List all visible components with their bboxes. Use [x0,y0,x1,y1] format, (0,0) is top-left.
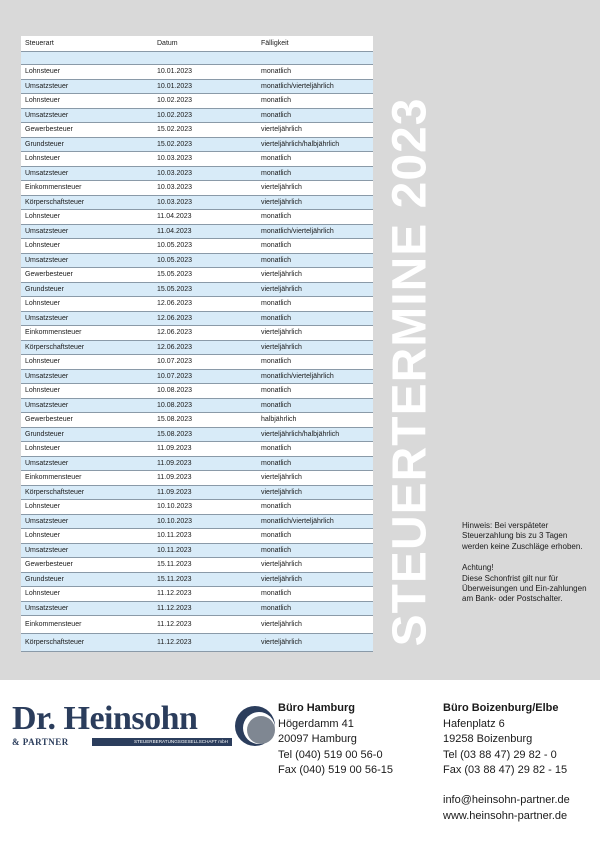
table-row [21,602,373,617]
cell-steuerart: Umsatzsteuer [25,314,69,322]
logo-circle-icon [233,704,277,748]
table-row [21,529,373,544]
table-row [21,123,373,138]
cell-steuerart: Umsatzsteuer [25,604,69,612]
cell-steuerart: Lohnsteuer [25,68,61,76]
cell-faelligkeit: vierteljährlich [261,343,302,351]
cell-datum: 11.12.2023 [157,621,192,628]
cell-datum: 15.05.2023 [157,285,193,293]
cell-faelligkeit: monatlich [261,68,291,76]
table-row [21,65,373,80]
note-hint: Hinweis: Bei verspäteter Steuerzahlung bis zu 3 Tagen werden keine Zuschläge erhoben. [462,521,583,551]
cell-faelligkeit: monatlich/vierteljährlich [261,82,334,90]
table-row [21,109,373,124]
cell-datum: 11.09.2023 [157,459,192,467]
table-row [21,558,373,573]
table-row [21,457,373,472]
cell-faelligkeit: monatlich [261,387,291,395]
cell-steuerart: Lohnsteuer [25,97,61,105]
cell-datum: 11.12.2023 [157,604,192,612]
cell-datum: 11.12.2023 [157,639,192,646]
cell-faelligkeit: vierteljährlich [261,329,302,337]
cell-datum: 15.11.2023 [157,561,192,569]
cell-faelligkeit: vierteljährlich [261,474,302,482]
note-box [462,521,587,605]
cell-faelligkeit: vierteljährlich [261,126,302,134]
cell-datum: 10.10.2023 [157,517,193,525]
cell-faelligkeit: monatlich [261,401,291,409]
cell-steuerart: Gewerbesteuer [25,271,73,279]
table-row [21,138,373,153]
cell-steuerart: Umsatzsteuer [25,546,69,554]
table-body [21,65,373,652]
cell-datum: 11.04.2023 [157,227,192,235]
cell-steuerart: Umsatzsteuer [25,401,69,409]
cell-faelligkeit: vierteljährlich [261,561,302,569]
cell-steuerart: Grundsteuer [25,430,64,438]
cell-datum: 10.02.2023 [157,97,193,105]
table-row [21,152,373,167]
contact-email[interactable]: info@heinsohn-partner.de [443,794,570,806]
table-row [21,297,373,312]
table-row [21,616,373,634]
cell-steuerart: Lohnsteuer [25,590,61,598]
office-boizenburg [443,701,567,779]
table-row [21,254,373,269]
table-row [21,471,373,486]
table-row [21,355,373,370]
table-row [21,370,373,385]
cell-steuerart: Umsatzsteuer [25,169,69,177]
cell-steuerart: Körperschaftsteuer [25,343,85,351]
cell-steuerart: Grundsteuer [25,575,64,583]
cell-datum: 12.06.2023 [157,300,193,308]
cell-steuerart: Einkommensteuer [25,621,82,628]
table-row [21,225,373,240]
cell-datum: 15.08.2023 [157,416,193,424]
cell-faelligkeit: monatlich [261,445,291,453]
cell-faelligkeit: monatlich [261,604,291,612]
cell-faelligkeit: monatlich [261,111,291,119]
table-row [21,587,373,602]
table-row [21,515,373,530]
note-attention-title: Achtung! [462,563,494,573]
cell-datum: 10.03.2023 [157,184,193,192]
cell-faelligkeit: monatlich [261,358,291,366]
cell-datum: 11.12.2023 [157,590,192,598]
table-header [21,36,373,52]
cell-steuerart: Lohnsteuer [25,387,61,395]
cell-datum: 10.01.2023 [157,82,193,90]
cell-datum: 12.06.2023 [157,314,193,322]
cell-steuerart: Umsatzsteuer [25,227,69,235]
table-row [21,283,373,298]
cell-faelligkeit: monatlich/vierteljährlich [261,227,334,235]
cell-datum: 11.04.2023 [157,213,192,221]
cell-faelligkeit: monatlich [261,300,291,308]
cell-steuerart: Lohnsteuer [25,358,61,366]
table-row [21,268,373,283]
cell-faelligkeit: monatlich [261,503,291,511]
cell-steuerart: Gewerbesteuer [25,561,73,569]
cell-faelligkeit: monatlich [261,155,291,163]
cell-faelligkeit: monatlich [261,459,291,467]
office-hamburg-tel: Tel (040) 519 00 56-0 [278,748,383,761]
cell-steuerart: Einkommensteuer [25,329,82,337]
table-row [21,544,373,559]
cell-datum: 10.02.2023 [157,111,193,119]
cell-datum: 15.02.2023 [157,140,193,148]
office-boizenburg-city: 19258 Boizenburg [443,733,533,745]
cell-steuerart: Gewerbesteuer [25,416,73,424]
cell-datum: 10.11.2023 [157,546,192,554]
cell-datum: 10.11.2023 [157,532,192,540]
cell-steuerart: Umsatzsteuer [25,82,69,90]
table-row [21,94,373,109]
cell-steuerart: Einkommensteuer [25,474,82,482]
cell-steuerart: Körperschaftsteuer [25,488,85,496]
table-row [21,428,373,443]
cell-faelligkeit: monatlich/vierteljährlich [261,517,334,525]
table-row [21,167,373,182]
table-row [21,210,373,225]
logo-partner: & PARTNER [12,737,69,747]
table-row [21,239,373,254]
cell-steuerart: Umsatzsteuer [25,372,69,380]
cell-steuerart: Gewerbesteuer [25,126,73,134]
cell-datum: 12.06.2023 [157,343,193,351]
cell-faelligkeit: vierteljährlich/halbjährlich [261,140,340,148]
cell-datum: 10.03.2023 [157,155,193,163]
cell-datum: 10.10.2023 [157,503,193,511]
cell-steuerart: Lohnsteuer [25,300,61,308]
cell-steuerart: Einkommensteuer [25,184,82,192]
office-hamburg [278,701,393,779]
table-row [21,196,373,211]
cell-faelligkeit: vierteljährlich [261,621,302,628]
cell-faelligkeit: vierteljährlich [261,184,302,192]
table-row [21,442,373,457]
cell-steuerart: Lohnsteuer [25,532,61,540]
cell-datum: 10.03.2023 [157,169,193,177]
cell-steuerart: Körperschaftsteuer [25,639,85,646]
cell-faelligkeit: monatlich/vierteljährlich [261,372,334,380]
table-row [21,312,373,327]
cell-steuerart: Grundsteuer [25,285,64,293]
cell-faelligkeit: monatlich [261,590,291,598]
table-row [21,181,373,196]
table-row [21,413,373,428]
company-logo [12,700,270,760]
table-row [21,486,373,501]
cell-faelligkeit: vierteljährlich [261,198,302,206]
table-row [21,573,373,588]
cell-faelligkeit: vierteljährlich [261,271,302,279]
cell-steuerart: Lohnsteuer [25,242,61,250]
cell-steuerart: Umsatzsteuer [25,111,69,119]
cell-faelligkeit: monatlich [261,546,291,554]
contact-website[interactable]: www.heinsohn-partner.de [443,809,568,822]
note-attention-text: Diese Schonfrist gilt nur für Überweisungen und Ein-zahlungen am Bank- oder Postschalter. [462,573,587,604]
cell-datum: 10.08.2023 [157,401,193,409]
page-title: STEUERTERMINE 2023 [383,97,437,647]
cell-faelligkeit: monatlich [261,314,291,322]
cell-datum: 10.01.2023 [157,68,193,76]
office-hamburg-heading: Büro Hamburg [278,702,355,714]
cell-faelligkeit: vierteljährlich [261,639,302,646]
cell-faelligkeit: monatlich [261,242,291,250]
cell-datum: 10.03.2023 [157,198,193,206]
cell-datum: 15.08.2023 [157,430,193,438]
cell-steuerart: Umsatzsteuer [25,256,69,264]
cell-datum: 11.09.2023 [157,488,192,496]
cell-faelligkeit: monatlich [261,169,291,177]
table-spacer-row [21,52,373,65]
cell-datum: 10.05.2023 [157,242,193,250]
table-row [21,634,373,652]
logo-tagline: STEUERBERATUNGSGESELLSCHAFT mbH [92,738,232,746]
cell-faelligkeit: vierteljährlich [261,575,302,583]
contact-block [443,793,570,824]
cell-faelligkeit: vierteljährlich/halbjährlich [261,430,340,438]
office-boizenburg-street: Hafenplatz 6 [443,717,505,730]
header-faelligkeit: Fälligkeit [261,40,289,47]
cell-datum: 11.09.2023 [157,445,192,453]
cell-steuerart: Lohnsteuer [25,503,61,511]
office-boizenburg-heading: Büro Boizenburg/Elbe [443,702,559,714]
header-steuerart: Steuerart [25,40,54,47]
cell-faelligkeit: monatlich [261,213,291,221]
cell-steuerart: Körperschaftsteuer [25,198,85,206]
cell-steuerart: Lohnsteuer [25,445,61,453]
table-row [21,326,373,341]
cell-steuerart: Lohnsteuer [25,155,61,163]
cell-datum: 10.07.2023 [157,358,193,366]
cell-steuerart: Umsatzsteuer [25,459,69,467]
cell-datum: 15.05.2023 [157,271,193,279]
cell-faelligkeit: vierteljährlich [261,285,302,293]
logo-name: Dr. Heinsohn [12,700,198,737]
cell-faelligkeit: monatlich [261,532,291,540]
cell-datum: 10.05.2023 [157,256,193,264]
office-boizenburg-tel: Tel (03 88 47) 29 82 - 0 [443,748,557,761]
office-hamburg-city: 20097 Hamburg [278,733,357,745]
cell-datum: 11.09.2023 [157,474,192,482]
cell-datum: 10.08.2023 [157,387,193,395]
table-row [21,399,373,414]
cell-datum: 10.07.2023 [157,372,193,380]
cell-steuerart: Lohnsteuer [25,213,61,221]
cell-steuerart: Umsatzsteuer [25,517,69,525]
cell-steuerart: Grundsteuer [25,140,64,148]
cell-datum: 12.06.2023 [157,329,193,337]
table-row [21,500,373,515]
table-row [21,384,373,399]
tax-dates-table [21,36,373,652]
cell-datum: 15.11.2023 [157,575,192,583]
table-row [21,341,373,356]
cell-faelligkeit: halbjährlich [261,416,297,424]
office-boizenburg-fax: Fax (03 88 47) 29 82 - 15 [443,764,568,776]
header-datum: Datum [157,40,178,47]
office-hamburg-fax: Fax (040) 519 00 56-15 [278,764,393,776]
office-hamburg-street: Högerdamm 41 [278,717,354,730]
cell-faelligkeit: monatlich [261,256,291,264]
cell-faelligkeit: vierteljährlich [261,488,302,496]
cell-faelligkeit: monatlich [261,97,291,105]
table-row [21,80,373,95]
cell-datum: 15.02.2023 [157,126,193,134]
